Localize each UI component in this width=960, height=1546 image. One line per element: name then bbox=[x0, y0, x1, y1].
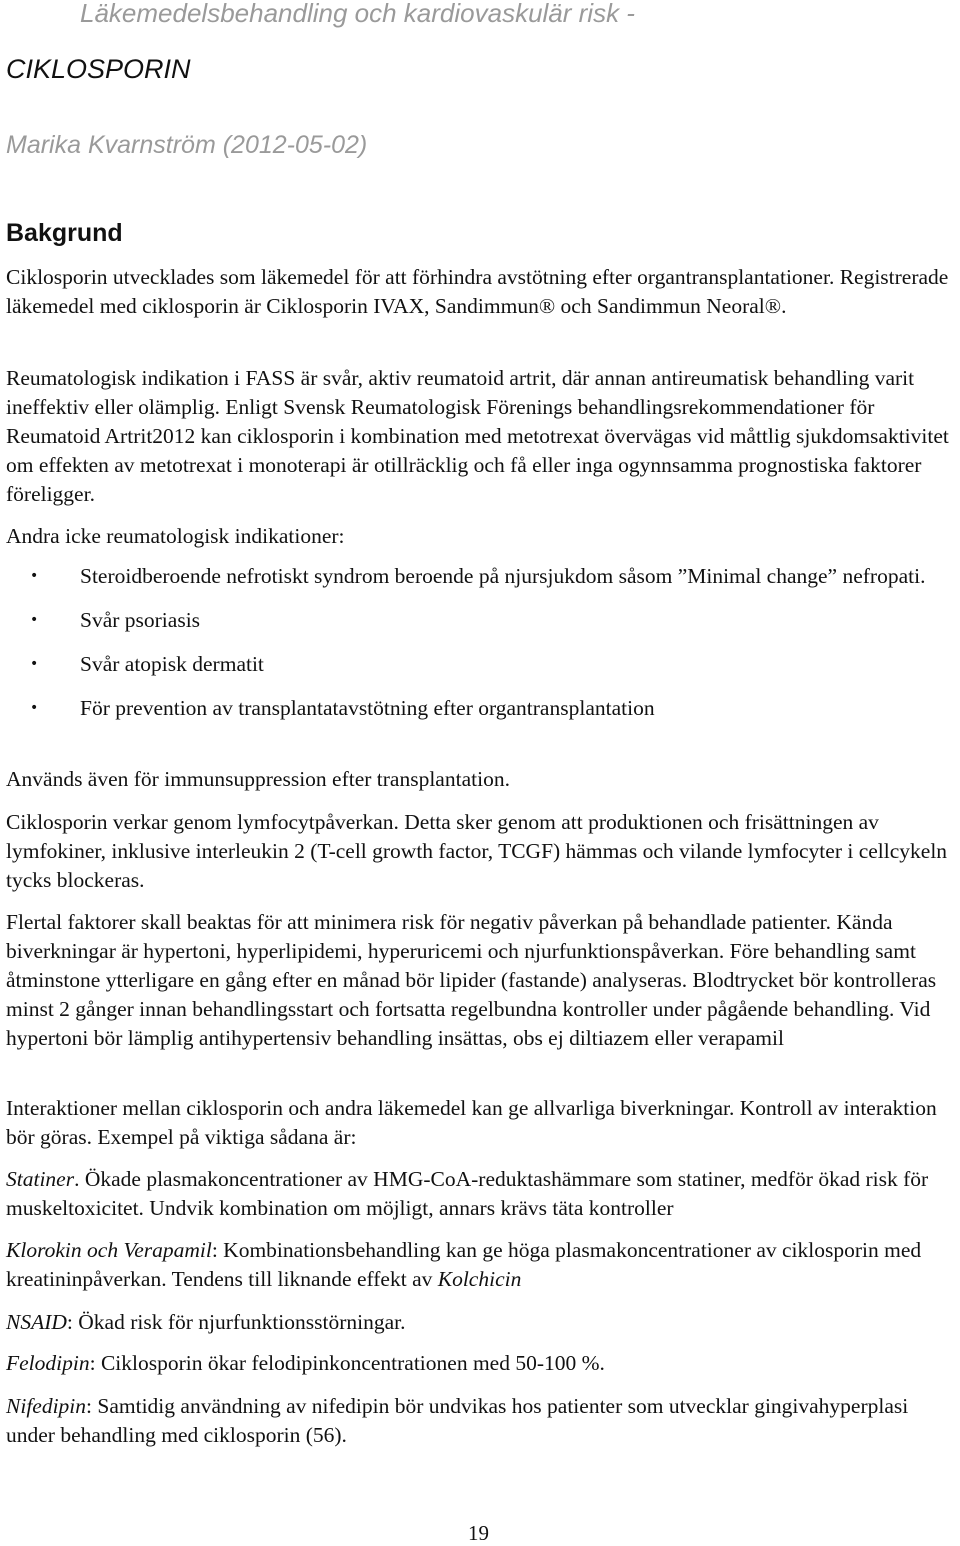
list-item bbox=[6, 650, 956, 679]
interaction-term: NSAID bbox=[6, 1310, 67, 1334]
paragraph-mechanism: Ciklosporin verkar genom lymfocytpåverkan. Detta sker genom att produktionen och frisättningen av lymfokiner, inklusive interleukin 2 (T-cell growth factor, TCGF) hämmas och vilande lymfocyter i cellcykeln tycks blockeras. bbox=[6, 810, 948, 892]
section-heading: Bakgrund bbox=[6, 219, 123, 247]
interaction-term: Nifedipin bbox=[6, 1394, 87, 1418]
interaction-text: : Ciklosporin ökar felodipinkoncentrationen med 50-100 %. bbox=[89, 1351, 605, 1375]
document-title-line2: CIKLOSPORIN bbox=[6, 54, 191, 84]
list-item-text: Svår atopisk dermatit bbox=[80, 652, 264, 676]
interaction-text: : Ökad risk för njurfunktionsstörningar. bbox=[66, 1310, 406, 1334]
interaction-term: Klorokin och Verapamil bbox=[6, 1238, 212, 1262]
indication-list bbox=[6, 562, 956, 738]
paragraph-background: Ciklosporin utvecklades som läkemedel för att förhindra avstötning efter organtransplantationer. Registrerade läkemedel med ciklosporin är Ciklosporin IVAX, Sandimmun® och Sandimmun Neoral®. bbox=[6, 265, 949, 318]
bullet-glyph: • bbox=[30, 612, 39, 628]
interaction-text: : Kombinationsbehandling kan ge höga plasmakoncentrationer av ciklosporin med kreatininpåverkan. Tendens till liknande effekt av bbox=[6, 1238, 922, 1291]
list-item bbox=[6, 606, 956, 635]
interaction-klorokin-verapamil bbox=[6, 1236, 960, 1294]
interaction-felodipin bbox=[6, 1349, 960, 1378]
bullet-glyph: • bbox=[30, 656, 39, 672]
paragraph-side-effects: Flertal faktorer skall beaktas för att minimera risk för negativ påverkan på behandlade patienter. Kända biverkningar är hypertoni, hyperlipidemi, hyperuricemi och njurfunktionspåverkan. Före behandling samt åtminstone ytterligare en gång efter en månad bör lipider (fastande) analyseras. Blodtrycket bör kontrolleras minst 2 gånger innan behandlingsstart och fortsatta regelbundna kontroller under pågående behandling. Vid hypertoni bör lämplig antihypertensiv behandling insättas, obs ej diltiazem eller verapamil bbox=[6, 910, 937, 1050]
list-item-text: För prevention av transplantatavstötning efter organtransplantation bbox=[80, 696, 655, 720]
list-item-text: Svår psoriasis bbox=[80, 608, 201, 632]
author-date: Marika Kvarnström (2012-05-02) bbox=[6, 131, 368, 159]
bullet-glyph: • bbox=[30, 700, 39, 716]
interaction-nsaid bbox=[6, 1308, 960, 1337]
interaction-term: Felodipin bbox=[6, 1351, 90, 1375]
interaction-statiner bbox=[6, 1165, 960, 1223]
interaction-term: Statiner bbox=[6, 1167, 75, 1191]
list-item bbox=[6, 562, 956, 591]
bullet-glyph: • bbox=[30, 568, 39, 584]
interaction-text: . Ökade plasmakoncentrationer av HMG-CoA-reduktashämmare som statiner, medför ökad risk för muskeltoxicitet. Undvik kombination om möjligt, annars krävs täta kontroller bbox=[6, 1167, 929, 1220]
paragraph-indication: Reumatologisk indikation i FASS är svår, aktiv reumatoid artrit, där annan antireumatisk behandling varit ineffektiv eller olämplig. Enligt Svensk Reumatologisk Förenings behandlingsrekommendationer för Reumatoid Artrit2012 kan ciklosporin i kombination med metotrexat övervägas vid måttlig sjukdomsaktivitet om effekten av metotrexat i monoterapi är otillräcklig och få eller inga ogynnsamma prognostiska faktorer föreligger. bbox=[6, 366, 949, 506]
interaction-nifedipin bbox=[6, 1392, 960, 1450]
paragraph-immunosuppression: Används även för immunsuppression efter transplantation. bbox=[6, 767, 510, 791]
interaction-extra-term: Kolchicin bbox=[437, 1267, 522, 1291]
list-item-text: Steroidberoende nefrotiskt syndrom beroende på njursjukdom såsom ”Minimal change” nefropati. bbox=[80, 564, 926, 588]
interaction-text: : Samtidig användning av nifedipin bör undvikas hos patienter som utvecklar gingivahyperplasi under behandling med ciklosporin (56). bbox=[6, 1394, 909, 1447]
paragraph-other-indications: Andra icke reumatologisk indikationer: bbox=[6, 524, 345, 548]
page-number: 19 bbox=[468, 1521, 489, 1545]
paragraph-interactions-intro: Interaktioner mellan ciklosporin och andra läkemedel kan ge allvarliga biverkningar. Kontroll av interaktion bör göras. Exempel på viktiga sådana är: bbox=[6, 1096, 937, 1149]
list-item bbox=[6, 694, 956, 723]
document-title-line1: Läkemedelsbehandling och kardiovaskulär risk - bbox=[80, 0, 635, 28]
